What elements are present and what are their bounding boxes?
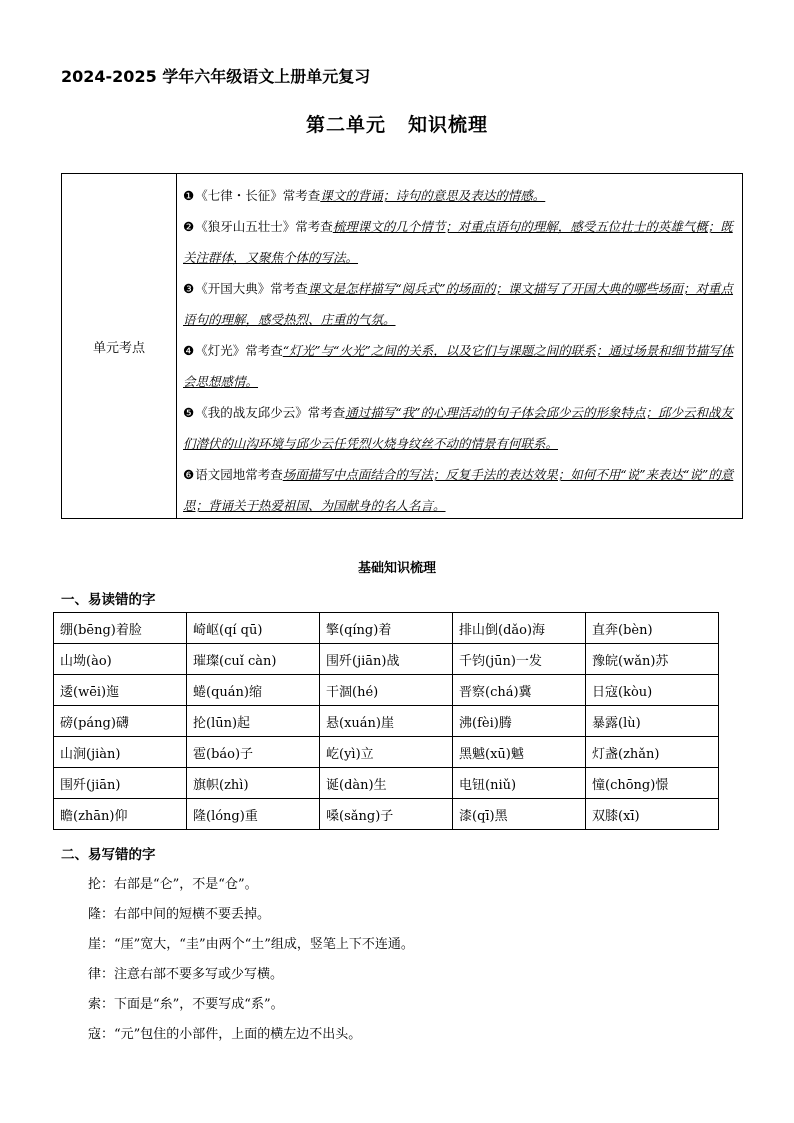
table-cell: 擎(qíng)着 (320, 613, 453, 644)
table-cell: 绷(bēng)着脸 (54, 613, 187, 644)
title-unit: 第二单元 (305, 114, 386, 136)
table-cell: 山坳(ào) (54, 644, 187, 675)
table-cell: 漆(qī)黑 (453, 799, 586, 830)
table-cell: 黑魆(xū)魆 (453, 737, 586, 768)
unit-point-description: 梳理课文的几个情节；对重点语句的理解，感受五位壮士的英雄气概；既关注群体，又聚焦个体的写法。 (183, 219, 733, 265)
table-row (54, 799, 719, 830)
unit-point-number: ❹ (183, 343, 195, 358)
unit-point-item (183, 180, 737, 211)
table-cell: 直奔(bèn) (586, 613, 719, 644)
table-row (54, 644, 719, 675)
unit-point-description: 通过描写“我”的心理活动的句子体会邱少云的形象特点；邱少云和战友们潜伏的山沟环境与邱少云任凭烈火烧身纹丝不动的情景有何联系。 (183, 405, 734, 451)
unit-point-description: 课文的背诵；诗句的意思及表达的情感。 (320, 188, 546, 203)
table-cell: 豫皖(wǎn)苏 (586, 644, 719, 675)
table-cell: 崎岖(qí qū) (187, 613, 320, 644)
list-item: 抡：右部是“仑”，不是“仓”。 (88, 877, 258, 892)
unit-point-title: 《开国大典》常考查 (195, 281, 308, 296)
unit-point-number: ❷ (183, 219, 195, 234)
table-cell: 璀璨(cuǐ càn) (187, 644, 320, 675)
table-cell: 雹(báo)子 (187, 737, 320, 768)
unit-point-item (183, 335, 737, 397)
table-row (54, 737, 719, 768)
unit-point-number: ❺ (183, 405, 195, 420)
table-cell: 千钧(jūn)一发 (453, 644, 586, 675)
title-topic: 知识梳理 (408, 114, 489, 136)
table-row (54, 613, 719, 644)
list-item: 崖：“厓”宽大，“圭”由两个“土”组成，竖笔上下不连通。 (88, 937, 414, 952)
section-title-miswritten: 二、易写错的字 (61, 847, 156, 863)
unit-point-item (183, 397, 737, 459)
table-cell: 磅(páng)礴 (54, 706, 187, 737)
list-item: 寇：“元”包住的小部件，上面的横左边不出头。 (88, 1027, 362, 1042)
unit-points-table (61, 173, 743, 519)
unit-point-title: 《七律・长征》常考查 (195, 188, 321, 203)
table-cell: 晋察(chá)冀 (453, 675, 586, 706)
unit-point-number: ❸ (183, 281, 195, 296)
table-cell: 沸(fèi)腾 (453, 706, 586, 737)
table-cell: 抡(lūn)起 (187, 706, 320, 737)
unit-point-title: 《灯光》常考查 (195, 343, 283, 358)
page-title (0, 110, 794, 137)
unit-point-item (183, 459, 737, 521)
table-cell: 山涧(jiàn) (54, 737, 187, 768)
table-cell: 嗓(sǎng)子 (320, 799, 453, 830)
table-row (54, 675, 719, 706)
table-cell: 电钮(niǔ) (453, 768, 586, 799)
misread-characters-table (53, 612, 719, 830)
unit-point-title: 《狼牙山五壮士》常考查 (195, 219, 333, 234)
table-cell: 隆(lóng)重 (187, 799, 320, 830)
table-cell: 排山倒(dǎo)海 (453, 613, 586, 644)
table-cell: 悬(xuán)崖 (320, 706, 453, 737)
table-row (54, 706, 719, 737)
table-cell: 干涸(hé) (320, 675, 453, 706)
document-header: 2024-2025 学年六年级语文上册单元复习 (61, 67, 371, 86)
miswritten-characters-list (88, 870, 748, 1050)
unit-point-title: 《我的战友邱少云》常考查 (195, 405, 346, 420)
table-cell: 旗帜(zhì) (187, 768, 320, 799)
table-cell: 诞(dàn)生 (320, 768, 453, 799)
table-cell: 憧(chōng)憬 (586, 768, 719, 799)
table-cell: 屹(yì)立 (320, 737, 453, 768)
table-cell: 围歼(jiān)战 (320, 644, 453, 675)
table-cell: 围歼(jiān) (54, 768, 187, 799)
table-cell: 日寇(kòu) (586, 675, 719, 706)
list-item: 律：注意右部不要多写或少写横。 (88, 967, 284, 982)
unit-point-description: “灯光”与“火光”之间的关系，以及它们与课题之间的联系；通过场景和细节描写体会思想感情。 (183, 343, 734, 389)
unit-points-list (183, 180, 737, 521)
unit-points-label: 单元考点 (62, 174, 177, 518)
table-cell: 双膝(xī) (586, 799, 719, 830)
basics-section-title: 基础知识梳理 (357, 561, 436, 576)
unit-point-item (183, 211, 737, 273)
table-cell: 逶(wēi)迤 (54, 675, 187, 706)
unit-point-description: 课文是怎样描写“阅兵式”的场面的；课文描写了开国大典的哪些场面；对重点语句的理解，感受热烈、庄重的气氛。 (183, 281, 734, 327)
unit-point-title: 语文园地常考查 (195, 467, 283, 482)
unit-point-number: ❻ (183, 467, 195, 482)
section-title-misread: 一、易读错的字 (61, 592, 156, 608)
unit-point-number: ❶ (183, 188, 195, 203)
table-cell: 暴露(lù) (586, 706, 719, 737)
list-item: 隆：右部中间的短横不要丢掉。 (88, 907, 271, 922)
table-row (54, 768, 719, 799)
table-cell: 蜷(quán)缩 (187, 675, 320, 706)
table-cell: 灯盏(zhǎn) (586, 737, 719, 768)
unit-point-item (183, 273, 737, 335)
unit-point-description: 场面描写中点面结合的写法；反复手法的表达效果；如何不用“说”来表达“说”的意思；背诵关于热爱祖国、为国献身的名人名言。 (183, 467, 734, 513)
table-cell: 瞻(zhān)仰 (54, 799, 187, 830)
list-item: 索：下面是“糸”，不要写成“系”。 (88, 997, 284, 1012)
